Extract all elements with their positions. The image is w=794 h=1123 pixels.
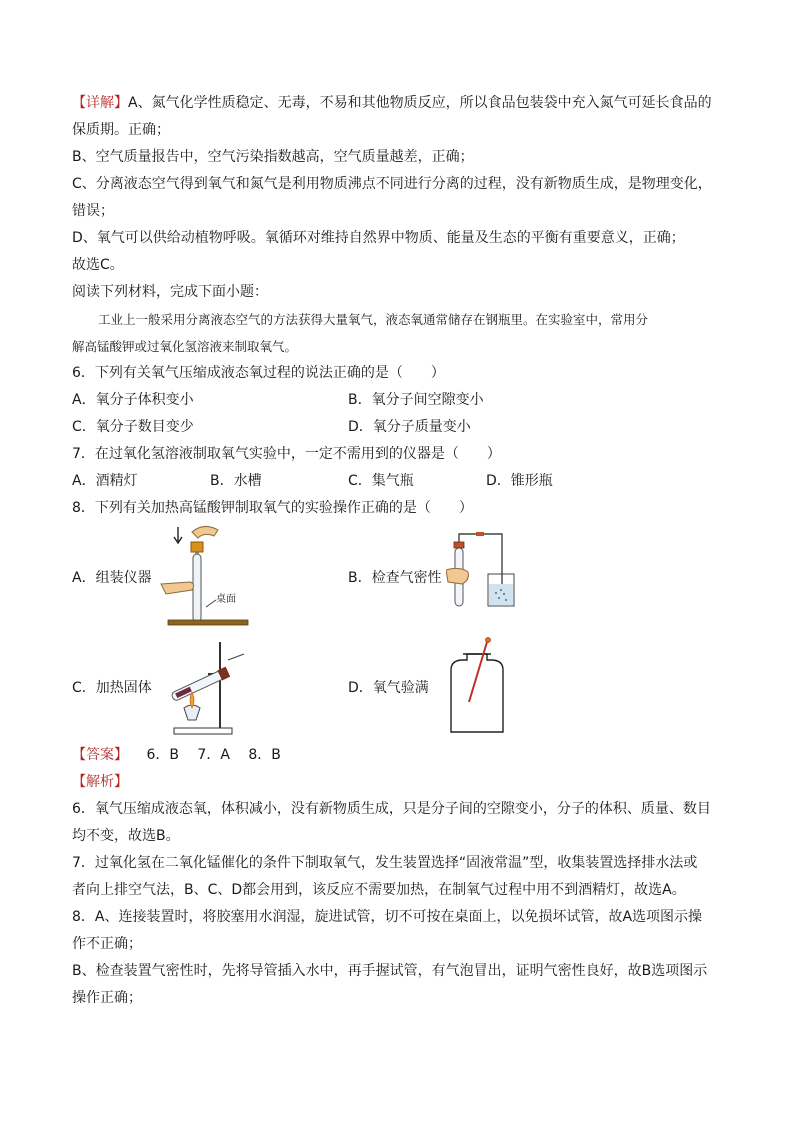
detail-line-d: D、氧气可以供给动植物呼吸。氧循环对维持自然界中物质、能量及生态的平衡有重要意义，正确； (72, 230, 685, 246)
gas-collecting-bottle-icon (451, 654, 503, 732)
q8-option-d (348, 632, 624, 742)
q8-figures-row1 (72, 522, 722, 632)
down-arrow-icon (174, 527, 182, 543)
q8-option-a (72, 522, 348, 632)
answer-q8: 8．B (248, 747, 281, 763)
q6-options-row1 (72, 387, 722, 414)
q7-stem: 7．在过氧化氢溶液制取氧气实验中，一定不需用到的仪器是（ ） (72, 446, 501, 462)
answer-q6: 6．B (146, 747, 179, 763)
q8-option-c-label: C．加热固体 (72, 680, 152, 696)
document-page (72, 90, 722, 1012)
q8-option-a-label: A．组装仪器 (72, 570, 152, 586)
analysis-7-line1: 7．过氧化氢在二氧化锰催化的条件下制取氧气，发生装置选择“固液常温”型，收集装置选择排水法或 (72, 855, 698, 871)
detail-line-b: B、空气质量报告中，空气污染指数越高，空气质量越差，正确； (72, 149, 474, 165)
assemble-apparatus-illustration (156, 522, 266, 632)
q6-options-row2 (72, 414, 722, 441)
detail-line-a2: 保质期。正确； (72, 122, 170, 138)
heating-solid-illustration (156, 632, 266, 742)
q8-option-b-label: B．检查气密性 (348, 570, 442, 586)
detail-tag: 【详解】 (72, 95, 128, 111)
reading-material-line2: 解高锰酸钾或过氧化氢溶液来制取氧气。 (72, 339, 298, 354)
detail-line-c2: 错误； (72, 203, 114, 219)
hand-holding-tube-icon (161, 582, 194, 594)
analysis-tag: 【解析】 (72, 774, 128, 790)
analysis-6-line2: 均不变，故选B。 (72, 828, 180, 844)
analysis-8-line4: 操作正确； (72, 990, 142, 1006)
q8-option-b (348, 522, 624, 632)
q7-options (72, 468, 722, 495)
analysis-8-line2: 作不正确； (72, 936, 142, 952)
q7-option-a: A．酒精灯 (72, 473, 138, 489)
answer-line (72, 742, 722, 769)
analysis-8-line1: 8．A、连接装置时，将胶塞用水润湿，旋进试管，切不可按在桌面上，以免损坏试管，故A选项图示操 (72, 909, 703, 925)
q6-option-c: C．氧分子数目变少 (72, 419, 194, 435)
q7-option-d: D．锥形瓶 (486, 473, 553, 489)
q8-option-c (72, 632, 348, 742)
q8-option-d-label: D．氧气验满 (348, 680, 429, 696)
analysis-7-line2: 者向上排空气法，B、C、D都会用到，该反应不需要加热，在制氧气过程中用不到酒精灯，故选A。 (72, 882, 686, 898)
q6-option-d: D．氧分子质量变小 (348, 419, 471, 435)
q6-option-b: B．氧分子间空隙变小 (348, 392, 484, 408)
q7-option-c: C．集气瓶 (348, 473, 414, 489)
answer-q7: 7．A (197, 747, 230, 763)
delivery-tube-icon (459, 534, 502, 592)
test-tube-icon (193, 554, 201, 622)
hand-top-icon (192, 526, 218, 538)
desk-surface-icon (168, 620, 248, 625)
q6-stem: 6．下列有关氧气压缩成液态氧过程的说法正确的是（ ） (72, 365, 445, 381)
hand-holding-tube-icon (446, 568, 468, 584)
analysis-8-line3: B、检查装置气密性时，先将导管插入水中，再手握试管，有气泡冒出，证明气密性良好，故B选项图示 (72, 963, 708, 979)
answer-tag: 【答案】 (72, 747, 128, 763)
q6-option-a: A．氧分子体积变小 (72, 392, 194, 408)
desk-label: 桌面 (215, 594, 236, 605)
detail-line-a1: 【详解】A、氮气化学性质稳定、无毒，不易和其他物质反应，所以食品包装袋中充入氮气可延长食品的 (72, 95, 712, 111)
reading-intro: 阅读下列材料，完成下面小题： (72, 284, 268, 300)
detail-choose: 故选C。 (72, 257, 124, 273)
rubber-stopper-icon (191, 542, 203, 552)
q8-figures-row2 (72, 632, 722, 742)
airtightness-check-illustration (446, 522, 536, 632)
analysis-6-line1: 6．氧气压缩成液态氧，体积减小，没有新物质生成，只是分子间的空隙变小，分子的体积、质量、数目 (72, 801, 711, 817)
reading-material-line1: 工业上一般采用分离液态空气的方法获得大量氧气，液态氧通常储存在钢瓶里。在实验室中，常用分 (98, 312, 649, 327)
detail-line-c1: C、分离液态空气得到氧气和氮气是利用物质沸点不同进行分离的过程，没有新物质生成，是物理变化， (72, 176, 712, 192)
q7-option-b: B．水槽 (210, 473, 262, 489)
oxygen-full-test-illustration (433, 632, 523, 742)
iron-stand-base-icon (174, 728, 232, 734)
q8-stem: 8．下列有关加热高锰酸钾制取氧气的实验操作正确的是（ ） (72, 500, 473, 516)
